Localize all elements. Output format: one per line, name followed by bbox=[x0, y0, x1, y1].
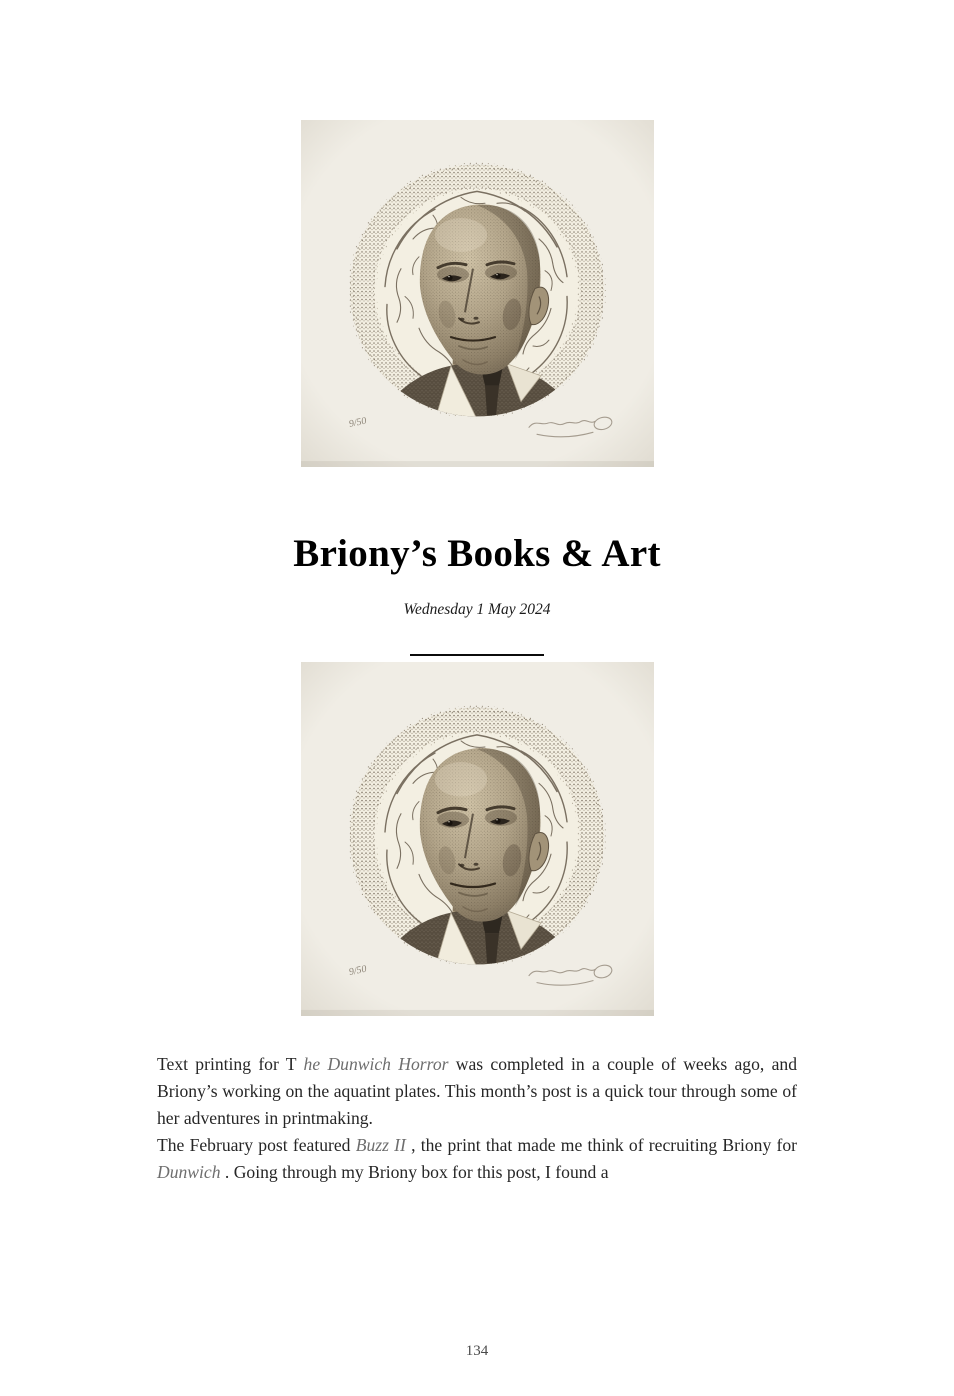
text-segment: . Going through my Briony box for this post, I found a bbox=[220, 1162, 609, 1183]
paragraph-1 bbox=[157, 1051, 797, 1132]
article-text bbox=[157, 1051, 797, 1186]
link-the-dunwich-horror[interactable]: he Dunwich Horror bbox=[303, 1054, 449, 1075]
page bbox=[0, 120, 954, 1359]
portrait-etching-image-top bbox=[301, 120, 654, 467]
paragraph-2 bbox=[157, 1132, 797, 1186]
portrait-etching-image-middle bbox=[301, 662, 654, 1016]
link-dunwich[interactable]: Dunwich bbox=[157, 1162, 221, 1183]
page-title: Briony’s Books & Art bbox=[293, 532, 661, 575]
section-divider bbox=[410, 654, 544, 656]
page-number: 134 bbox=[465, 1343, 489, 1359]
text-segment: Text printing for T bbox=[157, 1054, 304, 1075]
post-date: Wednesday 1 May 2024 bbox=[403, 601, 551, 619]
text-segment: The February post featured bbox=[157, 1135, 356, 1156]
text-segment: , the print that made me think of recruiting Briony for bbox=[405, 1135, 797, 1156]
link-buzz-ii[interactable]: Buzz II bbox=[355, 1135, 406, 1156]
text-segment: was completed in a couple of weeks ago, and Briony’s working on the aquatint plates. This month’s post is a quick tour through some of her adventures in printmaking. bbox=[157, 1054, 797, 1129]
